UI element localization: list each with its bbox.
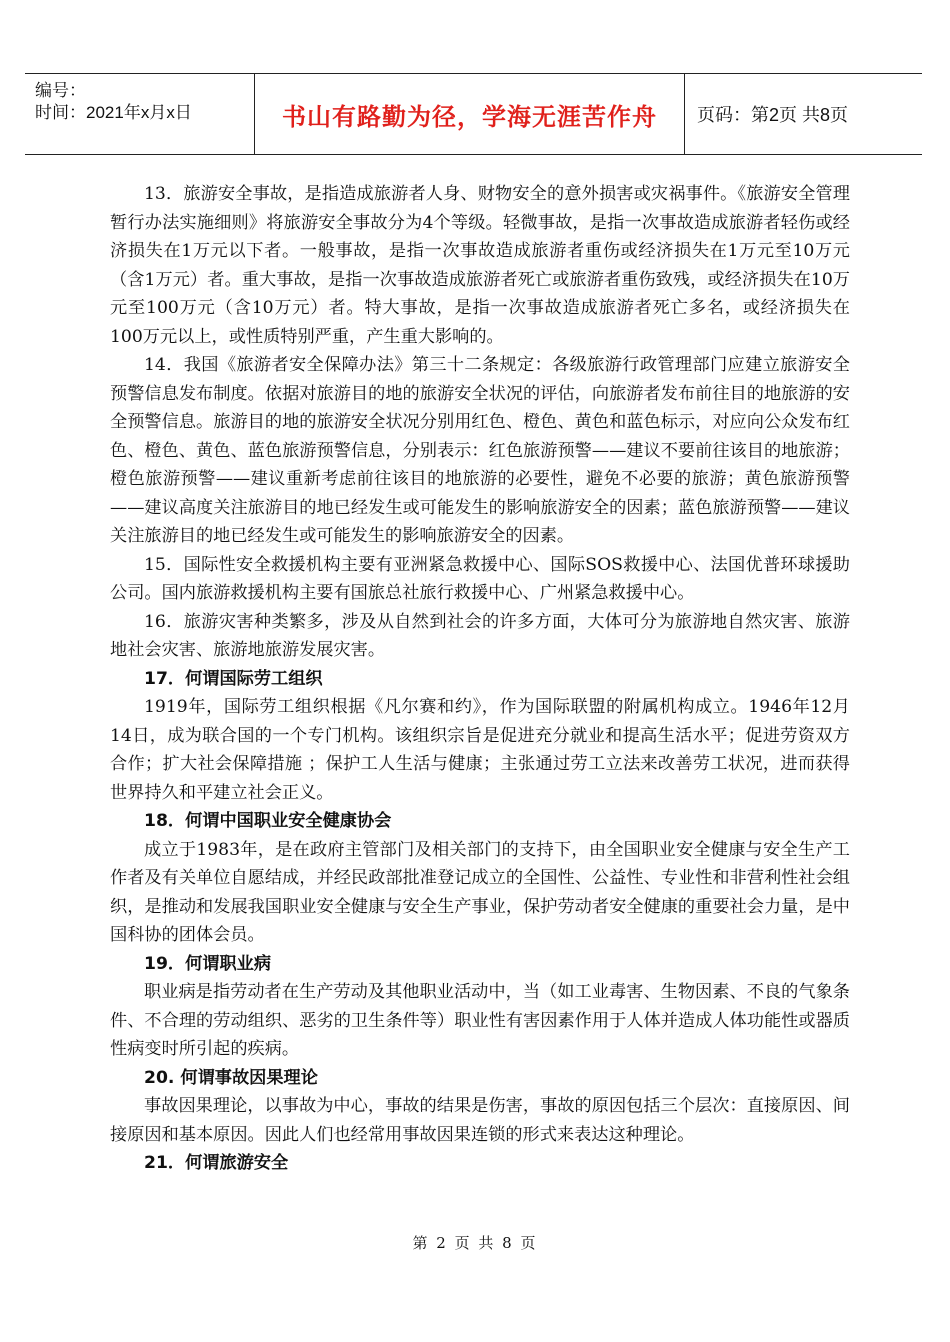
body-paragraph: 成立于1983年，是在政府主管部门及相关部门的支持下，由全国职业安全健康与安全生产工作者及有关单位自愿结成，并经民政部批准登记成立的全国性、公益性、专业性和非营利性社会组织，是推动和发展我国职业安全健康与安全生产事业，保护劳动者安全健康的重要社会力量，是中国科协的团体会员。 (110, 839, 850, 945)
body-paragraph: 14．我国《旅游者安全保障办法》第三十二条规定：各级旅游行政管理部门应建立旅游安全预警信息发布制度。依据对旅游目的地的旅游安全状况的评估，向旅游者发布前往目的地旅游的安全预警信息。旅游目的地的旅游安全状况分别用红色、橙色、黄色和蓝色标示，对应向公众发布红色、橙色、黄色、蓝色旅游预警信息，分别表示：红色旅游预警——建议不要前往该目的地旅游；橙色旅游预警——建议重新考虑前往该目的地旅游的必要性，避免不必要的旅游；黄色旅游预警——建议高度关注旅游目的地已经发生或可能发生的影响旅游安全的因素；蓝色旅游预警——建议关注旅游目的地已经发生或可能发生的影响旅游安全的因素。 (110, 355, 850, 546)
number-label: 编号： (35, 81, 86, 100)
section-heading: 17．何谓国际劳工组织 (144, 668, 323, 689)
document-header (25, 73, 922, 155)
header-meta (25, 74, 255, 154)
body-paragraph: 16．旅游灾害种类繁多，涉及从自然到社会的许多方面，大体可分为旅游地自然灾害、旅游地社会灾害、旅游地旅游发展灾害。 (110, 611, 850, 660)
document-body (110, 180, 850, 1178)
section-heading: 21．何谓旅游安全 (144, 1153, 289, 1173)
body-paragraph: 15．国际性安全救援机构主要有亚洲紧急救援中心、国际SOS救援中心、法国优普环球援助公司。国内旅游救援机构主要有国旅总社旅行救援中心、广州紧急救援中心。 (110, 554, 850, 603)
body-paragraph: 事故因果理论，以事故为中心，事故的结果是伤害，事故的原因包括三个层次：直接原因、间接原因和基本原因。因此人们也经常用事故因果连锁的形式来表达这种理论。 (110, 1096, 850, 1145)
page-footer: 第 2 页 共 8 页 (412, 1234, 538, 1252)
body-paragraph: 1919年，国际劳工组织根据《凡尔赛和约》，作为国际联盟的附属机构成立。1946年12月14日，成为联合国的一个专门机构。该组织宗旨是促进充分就业和提高生活水平；促进劳资双方合作；扩大社会保障措施 ；保护工人生活与健康；主张通过劳工立法来改善劳工状况，进而获得世界持久和平建立社会正义。 (110, 697, 850, 803)
section-heading: 18．何谓中国职业安全健康协会 (144, 811, 392, 831)
section-heading: 20. 何谓事故因果理论 (144, 1067, 318, 1088)
body-paragraph: 13．旅游安全事故，是指造成旅游者人身、财物安全的意外损害或灾祸事件。《旅游安全管理暂行办法实施细则》将旅游安全事故分为4个等级。轻微事故，是指一次事故造成旅游者轻伤或经济损失在1万元以下者。一般事故，是指一次事故造成旅游者重伤或经济损失在1万元至10万元（含1万元）者。重大事故，是指一次事故造成旅游者死亡或旅游者重伤致残，或经济损失在10万元至100万元（含10万元）者。特大事故，是指一次事故造成旅游者死亡多名，或经济损失在100万元以上，或性质特别严重，产生重大影响的。 (110, 184, 850, 347)
header-page-info: 页码：第2页 共8页 (697, 105, 849, 125)
section-heading: 19．何谓职业病 (144, 953, 272, 974)
time-label: 时间：2021年x月x日 (35, 103, 192, 122)
header-motto: 书山有路勤为径，学海无涯苦作舟 (255, 74, 685, 154)
body-paragraph: 职业病是指劳动者在生产劳动及其他职业活动中，当（如工业毒害、生物因素、不良的气象条件、不合理的劳动组织、恶劣的卫生条件等）职业性有害因素作用于人体并造成人体功能性或器质性病变时所引起的疾病。 (110, 982, 850, 1059)
